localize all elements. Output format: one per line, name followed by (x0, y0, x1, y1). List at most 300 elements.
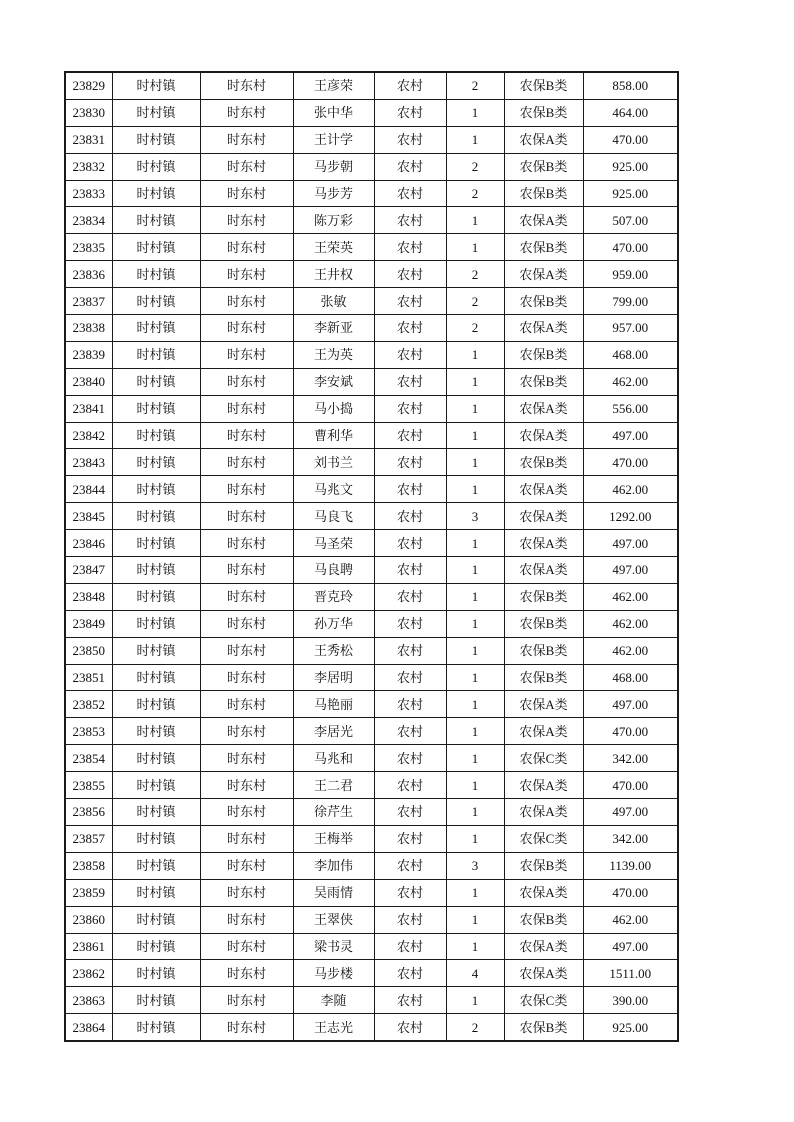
cell-serial-number: 23852 (65, 691, 112, 718)
cell-household-type: 农村 (374, 288, 446, 315)
cell-village: 时东村 (200, 503, 293, 530)
cell-person-count: 3 (446, 503, 504, 530)
cell-person-name: 马兆和 (293, 745, 374, 772)
cell-person-count: 2 (446, 261, 504, 288)
cell-household-type: 农村 (374, 368, 446, 395)
cell-person-count: 1 (446, 610, 504, 637)
cell-person-count: 1 (446, 583, 504, 610)
cell-serial-number: 23843 (65, 449, 112, 476)
cell-serial-number: 23864 (65, 1014, 112, 1041)
cell-person-count: 1 (446, 745, 504, 772)
cell-person-count: 1 (446, 879, 504, 906)
cell-amount: 470.00 (583, 772, 678, 799)
cell-insurance-category: 农保B类 (504, 234, 583, 261)
cell-village: 时东村 (200, 153, 293, 180)
cell-town: 时村镇 (112, 879, 200, 906)
cell-serial-number: 23841 (65, 395, 112, 422)
cell-amount: 799.00 (583, 288, 678, 315)
cell-household-type: 农村 (374, 207, 446, 234)
cell-person-name: 李加伟 (293, 852, 374, 879)
cell-amount: 468.00 (583, 664, 678, 691)
cell-amount: 556.00 (583, 395, 678, 422)
cell-town: 时村镇 (112, 422, 200, 449)
table-row (65, 879, 678, 906)
cell-village: 时东村 (200, 368, 293, 395)
cell-serial-number: 23849 (65, 610, 112, 637)
table-row (65, 395, 678, 422)
cell-amount: 470.00 (583, 234, 678, 261)
cell-household-type: 农村 (374, 449, 446, 476)
cell-person-count: 1 (446, 395, 504, 422)
cell-insurance-category: 农保B类 (504, 449, 583, 476)
cell-amount: 470.00 (583, 718, 678, 745)
cell-village: 时东村 (200, 315, 293, 342)
cell-insurance-category: 农保A类 (504, 879, 583, 906)
cell-person-count: 1 (446, 933, 504, 960)
cell-amount: 468.00 (583, 341, 678, 368)
cell-serial-number: 23844 (65, 476, 112, 503)
cell-person-name: 王计学 (293, 126, 374, 153)
cell-amount: 390.00 (583, 987, 678, 1014)
cell-serial-number: 23850 (65, 637, 112, 664)
cell-household-type: 农村 (374, 341, 446, 368)
cell-household-type: 农村 (374, 960, 446, 987)
table-row (65, 207, 678, 234)
table-row (65, 664, 678, 691)
table-row (65, 261, 678, 288)
cell-insurance-category: 农保A类 (504, 718, 583, 745)
cell-insurance-category: 农保A类 (504, 261, 583, 288)
cell-amount: 462.00 (583, 476, 678, 503)
cell-town: 时村镇 (112, 288, 200, 315)
table-row (65, 1014, 678, 1041)
cell-household-type: 农村 (374, 799, 446, 826)
cell-person-name: 李居光 (293, 718, 374, 745)
cell-household-type: 农村 (374, 852, 446, 879)
table-row (65, 637, 678, 664)
cell-person-name: 王彦荣 (293, 72, 374, 99)
cell-household-type: 农村 (374, 637, 446, 664)
cell-serial-number: 23858 (65, 852, 112, 879)
cell-serial-number: 23847 (65, 557, 112, 584)
cell-serial-number: 23857 (65, 825, 112, 852)
cell-serial-number: 23832 (65, 153, 112, 180)
cell-insurance-category: 农保B类 (504, 664, 583, 691)
cell-village: 时东村 (200, 341, 293, 368)
cell-serial-number: 23851 (65, 664, 112, 691)
cell-person-count: 1 (446, 557, 504, 584)
cell-person-count: 2 (446, 1014, 504, 1041)
table-row (65, 153, 678, 180)
cell-person-count: 1 (446, 772, 504, 799)
cell-village: 时东村 (200, 207, 293, 234)
cell-serial-number: 23853 (65, 718, 112, 745)
cell-insurance-category: 农保A类 (504, 476, 583, 503)
cell-person-count: 1 (446, 530, 504, 557)
table-row (65, 530, 678, 557)
cell-household-type: 农村 (374, 772, 446, 799)
cell-town: 时村镇 (112, 691, 200, 718)
cell-person-name: 王为英 (293, 341, 374, 368)
cell-person-count: 1 (446, 637, 504, 664)
table-row (65, 583, 678, 610)
cell-town: 时村镇 (112, 368, 200, 395)
cell-amount: 1139.00 (583, 852, 678, 879)
cell-household-type: 农村 (374, 153, 446, 180)
cell-serial-number: 23838 (65, 315, 112, 342)
table-row (65, 987, 678, 1014)
cell-village: 时东村 (200, 825, 293, 852)
cell-person-count: 2 (446, 153, 504, 180)
cell-village: 时东村 (200, 1014, 293, 1041)
cell-amount: 497.00 (583, 557, 678, 584)
table-row (65, 288, 678, 315)
cell-person-name: 刘书兰 (293, 449, 374, 476)
cell-insurance-category: 农保A类 (504, 960, 583, 987)
table-row (65, 341, 678, 368)
cell-person-count: 1 (446, 664, 504, 691)
cell-village: 时东村 (200, 718, 293, 745)
cell-person-name: 曹利华 (293, 422, 374, 449)
cell-serial-number: 23835 (65, 234, 112, 261)
table-row (65, 422, 678, 449)
table-row (65, 718, 678, 745)
cell-person-name: 马兆文 (293, 476, 374, 503)
table-row (65, 99, 678, 126)
cell-village: 时东村 (200, 610, 293, 637)
cell-person-count: 2 (446, 72, 504, 99)
cell-person-name: 徐芹生 (293, 799, 374, 826)
cell-town: 时村镇 (112, 153, 200, 180)
cell-town: 时村镇 (112, 315, 200, 342)
cell-amount: 462.00 (583, 583, 678, 610)
cell-person-count: 1 (446, 341, 504, 368)
cell-person-count: 1 (446, 799, 504, 826)
cell-insurance-category: 农保C类 (504, 745, 583, 772)
cell-town: 时村镇 (112, 261, 200, 288)
cell-person-name: 孙万华 (293, 610, 374, 637)
cell-person-count: 1 (446, 99, 504, 126)
cell-insurance-category: 农保B类 (504, 637, 583, 664)
cell-person-name: 王荣英 (293, 234, 374, 261)
cell-amount: 925.00 (583, 1014, 678, 1041)
cell-person-name: 马小捣 (293, 395, 374, 422)
cell-person-name: 王梅举 (293, 825, 374, 852)
cell-amount: 462.00 (583, 637, 678, 664)
cell-serial-number: 23848 (65, 583, 112, 610)
cell-insurance-category: 农保A类 (504, 933, 583, 960)
cell-insurance-category: 农保A类 (504, 530, 583, 557)
cell-household-type: 农村 (374, 745, 446, 772)
cell-household-type: 农村 (374, 557, 446, 584)
cell-serial-number: 23856 (65, 799, 112, 826)
cell-person-name: 李居明 (293, 664, 374, 691)
cell-town: 时村镇 (112, 745, 200, 772)
cell-serial-number: 23842 (65, 422, 112, 449)
cell-household-type: 农村 (374, 664, 446, 691)
cell-insurance-category: 农保A类 (504, 126, 583, 153)
cell-town: 时村镇 (112, 825, 200, 852)
cell-amount: 470.00 (583, 126, 678, 153)
cell-household-type: 农村 (374, 718, 446, 745)
table-row (65, 476, 678, 503)
cell-serial-number: 23863 (65, 987, 112, 1014)
cell-amount: 464.00 (583, 99, 678, 126)
cell-amount: 470.00 (583, 879, 678, 906)
cell-serial-number: 23862 (65, 960, 112, 987)
cell-town: 时村镇 (112, 207, 200, 234)
cell-amount: 957.00 (583, 315, 678, 342)
cell-person-count: 1 (446, 987, 504, 1014)
table-row (65, 503, 678, 530)
cell-insurance-category: 农保B类 (504, 99, 583, 126)
cell-household-type: 农村 (374, 180, 446, 207)
cell-insurance-category: 农保A类 (504, 557, 583, 584)
cell-serial-number: 23829 (65, 72, 112, 99)
cell-village: 时东村 (200, 583, 293, 610)
cell-town: 时村镇 (112, 180, 200, 207)
cell-town: 时村镇 (112, 637, 200, 664)
cell-amount: 925.00 (583, 153, 678, 180)
cell-town: 时村镇 (112, 449, 200, 476)
cell-town: 时村镇 (112, 718, 200, 745)
cell-person-name: 王秀松 (293, 637, 374, 664)
cell-household-type: 农村 (374, 691, 446, 718)
cell-person-name: 张敏 (293, 288, 374, 315)
cell-village: 时东村 (200, 395, 293, 422)
cell-serial-number: 23831 (65, 126, 112, 153)
cell-village: 时东村 (200, 879, 293, 906)
table-row (65, 610, 678, 637)
cell-person-name: 王井权 (293, 261, 374, 288)
cell-town: 时村镇 (112, 234, 200, 261)
table-row (65, 960, 678, 987)
cell-town: 时村镇 (112, 476, 200, 503)
cell-person-count: 4 (446, 960, 504, 987)
cell-person-name: 马良飞 (293, 503, 374, 530)
cell-person-name: 张中华 (293, 99, 374, 126)
cell-insurance-category: 农保B类 (504, 341, 583, 368)
cell-person-name: 马步楼 (293, 960, 374, 987)
cell-village: 时东村 (200, 960, 293, 987)
cell-village: 时东村 (200, 637, 293, 664)
cell-amount: 342.00 (583, 745, 678, 772)
cell-village: 时东村 (200, 449, 293, 476)
cell-insurance-category: 农保C类 (504, 987, 583, 1014)
cell-person-count: 1 (446, 691, 504, 718)
cell-person-name: 李随 (293, 987, 374, 1014)
cell-amount: 497.00 (583, 530, 678, 557)
cell-serial-number: 23859 (65, 879, 112, 906)
cell-village: 时东村 (200, 99, 293, 126)
cell-amount: 507.00 (583, 207, 678, 234)
cell-person-count: 1 (446, 207, 504, 234)
cell-village: 时东村 (200, 126, 293, 153)
cell-village: 时东村 (200, 530, 293, 557)
cell-household-type: 农村 (374, 879, 446, 906)
cell-amount: 497.00 (583, 933, 678, 960)
cell-amount: 462.00 (583, 610, 678, 637)
pension-record-table (64, 71, 679, 1042)
cell-household-type: 农村 (374, 933, 446, 960)
cell-insurance-category: 农保B类 (504, 180, 583, 207)
cell-person-name: 马步朝 (293, 153, 374, 180)
cell-insurance-category: 农保A类 (504, 503, 583, 530)
cell-household-type: 农村 (374, 583, 446, 610)
cell-person-count: 1 (446, 368, 504, 395)
cell-town: 时村镇 (112, 664, 200, 691)
cell-village: 时东村 (200, 745, 293, 772)
cell-household-type: 农村 (374, 987, 446, 1014)
cell-serial-number: 23839 (65, 341, 112, 368)
cell-amount: 1511.00 (583, 960, 678, 987)
cell-amount: 1292.00 (583, 503, 678, 530)
cell-amount: 497.00 (583, 422, 678, 449)
table-row (65, 906, 678, 933)
cell-household-type: 农村 (374, 825, 446, 852)
cell-insurance-category: 农保A类 (504, 207, 583, 234)
cell-town: 时村镇 (112, 126, 200, 153)
cell-person-name: 马步芳 (293, 180, 374, 207)
cell-insurance-category: 农保B类 (504, 610, 583, 637)
cell-village: 时东村 (200, 987, 293, 1014)
cell-town: 时村镇 (112, 852, 200, 879)
cell-person-name: 王志光 (293, 1014, 374, 1041)
cell-amount: 497.00 (583, 799, 678, 826)
cell-insurance-category: 农保B类 (504, 852, 583, 879)
cell-person-count: 1 (446, 718, 504, 745)
cell-serial-number: 23833 (65, 180, 112, 207)
cell-serial-number: 23837 (65, 288, 112, 315)
cell-person-count: 1 (446, 422, 504, 449)
cell-village: 时东村 (200, 476, 293, 503)
table-row (65, 852, 678, 879)
cell-amount: 470.00 (583, 449, 678, 476)
table-row (65, 772, 678, 799)
table-row (65, 799, 678, 826)
cell-household-type: 农村 (374, 395, 446, 422)
table-row (65, 825, 678, 852)
cell-household-type: 农村 (374, 126, 446, 153)
cell-town: 时村镇 (112, 610, 200, 637)
cell-insurance-category: 农保B类 (504, 1014, 583, 1041)
table-row (65, 72, 678, 99)
cell-village: 时东村 (200, 772, 293, 799)
cell-person-name: 马艳丽 (293, 691, 374, 718)
table-row (65, 180, 678, 207)
cell-village: 时东村 (200, 72, 293, 99)
cell-village: 时东村 (200, 557, 293, 584)
cell-person-count: 1 (446, 234, 504, 261)
cell-amount: 462.00 (583, 906, 678, 933)
cell-serial-number: 23836 (65, 261, 112, 288)
cell-town: 时村镇 (112, 583, 200, 610)
cell-town: 时村镇 (112, 1014, 200, 1041)
cell-serial-number: 23846 (65, 530, 112, 557)
cell-insurance-category: 农保B类 (504, 153, 583, 180)
cell-town: 时村镇 (112, 987, 200, 1014)
cell-town: 时村镇 (112, 395, 200, 422)
cell-village: 时东村 (200, 422, 293, 449)
cell-person-count: 2 (446, 180, 504, 207)
cell-serial-number: 23840 (65, 368, 112, 395)
cell-household-type: 农村 (374, 906, 446, 933)
cell-person-name: 吴雨情 (293, 879, 374, 906)
cell-insurance-category: 农保A类 (504, 772, 583, 799)
cell-town: 时村镇 (112, 99, 200, 126)
table-row (65, 315, 678, 342)
cell-town: 时村镇 (112, 557, 200, 584)
cell-village: 时东村 (200, 261, 293, 288)
cell-town: 时村镇 (112, 503, 200, 530)
cell-insurance-category: 农保A类 (504, 691, 583, 718)
cell-town: 时村镇 (112, 72, 200, 99)
cell-town: 时村镇 (112, 960, 200, 987)
cell-household-type: 农村 (374, 234, 446, 261)
cell-serial-number: 23830 (65, 99, 112, 126)
cell-village: 时东村 (200, 799, 293, 826)
cell-town: 时村镇 (112, 530, 200, 557)
table-row (65, 368, 678, 395)
cell-person-count: 1 (446, 449, 504, 476)
cell-village: 时东村 (200, 691, 293, 718)
cell-person-name: 马圣荣 (293, 530, 374, 557)
cell-village: 时东村 (200, 288, 293, 315)
cell-amount: 342.00 (583, 825, 678, 852)
cell-town: 时村镇 (112, 772, 200, 799)
cell-town: 时村镇 (112, 906, 200, 933)
cell-person-name: 李新亚 (293, 315, 374, 342)
table-row (65, 691, 678, 718)
cell-insurance-category: 农保A类 (504, 422, 583, 449)
cell-person-name: 王二君 (293, 772, 374, 799)
cell-household-type: 农村 (374, 315, 446, 342)
cell-amount: 959.00 (583, 261, 678, 288)
cell-person-count: 2 (446, 315, 504, 342)
cell-person-name: 陈万彩 (293, 207, 374, 234)
cell-insurance-category: 农保B类 (504, 72, 583, 99)
cell-household-type: 农村 (374, 610, 446, 637)
cell-town: 时村镇 (112, 933, 200, 960)
table-row (65, 234, 678, 261)
cell-household-type: 农村 (374, 72, 446, 99)
cell-amount: 497.00 (583, 691, 678, 718)
cell-insurance-category: 农保C类 (504, 825, 583, 852)
cell-village: 时东村 (200, 664, 293, 691)
cell-village: 时东村 (200, 906, 293, 933)
cell-insurance-category: 农保B类 (504, 288, 583, 315)
cell-village: 时东村 (200, 180, 293, 207)
cell-village: 时东村 (200, 852, 293, 879)
table-row (65, 449, 678, 476)
cell-insurance-category: 农保A类 (504, 395, 583, 422)
cell-serial-number: 23854 (65, 745, 112, 772)
cell-insurance-category: 农保A类 (504, 799, 583, 826)
cell-person-count: 1 (446, 126, 504, 153)
cell-village: 时东村 (200, 933, 293, 960)
cell-serial-number: 23855 (65, 772, 112, 799)
cell-insurance-category: 农保B类 (504, 906, 583, 933)
cell-serial-number: 23860 (65, 906, 112, 933)
cell-person-count: 2 (446, 288, 504, 315)
cell-serial-number: 23845 (65, 503, 112, 530)
cell-serial-number: 23834 (65, 207, 112, 234)
cell-town: 时村镇 (112, 341, 200, 368)
cell-village: 时东村 (200, 234, 293, 261)
cell-person-count: 1 (446, 825, 504, 852)
cell-person-name: 马良聘 (293, 557, 374, 584)
table-body (65, 72, 678, 1041)
